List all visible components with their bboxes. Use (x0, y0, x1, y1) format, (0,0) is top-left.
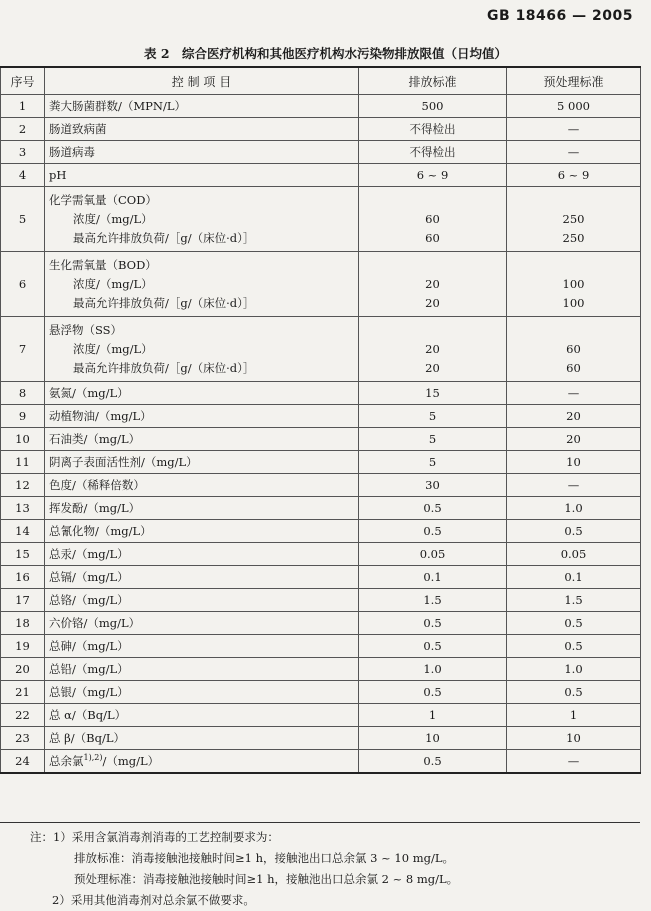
table-row (1, 187, 641, 252)
table-row (1, 750, 641, 774)
row-pretreat: 1.0 (507, 497, 641, 520)
row-discharge: 6 ~ 9 (359, 164, 507, 187)
row-item: 动植物油/（mg/L） (45, 405, 359, 428)
value: 60 (566, 360, 581, 375)
table-row (1, 612, 641, 635)
row-item: 色度/（稀释倍数） (45, 474, 359, 497)
row-item: 总镉/（mg/L） (45, 566, 359, 589)
row-no: 13 (1, 497, 45, 520)
row-no: 21 (1, 681, 45, 704)
row-item (45, 252, 359, 317)
row-no: 7 (1, 317, 45, 382)
row-discharge: 1.0 (359, 658, 507, 681)
row-discharge: 30 (359, 474, 507, 497)
row-item: 总铅/（mg/L） (45, 658, 359, 681)
row-no: 12 (1, 474, 45, 497)
note-line: 预处理标准：消毒接触池接触时间≥1 h，接触池出口总余氯 2 ~ 8 mg/L。 (74, 872, 459, 886)
row-item: 挥发酚/（mg/L） (45, 497, 359, 520)
table-row (1, 681, 641, 704)
value: 250 (562, 211, 585, 226)
row-no: 22 (1, 704, 45, 727)
row-pretreat: 0.05 (507, 543, 641, 566)
row-item: 肠道致病菌 (45, 118, 359, 141)
row-pretreat (507, 317, 641, 382)
row-item: 肠道病毒 (45, 141, 359, 164)
value: 250 (562, 230, 585, 245)
row-no: 5 (1, 187, 45, 252)
row-no: 18 (1, 612, 45, 635)
table-row (1, 543, 641, 566)
row-pretreat: 5 000 (507, 95, 641, 118)
row-item-sub: 浓度/（mg/L） (73, 276, 153, 291)
table-row (1, 141, 641, 164)
row-item: 总砷/（mg/L） (45, 635, 359, 658)
row-no: 2 (1, 118, 45, 141)
row-pretreat: 20 (507, 405, 641, 428)
row-no: 15 (1, 543, 45, 566)
row-no: 4 (1, 164, 45, 187)
row-item-title: 生化需氧量（BOD） (49, 257, 157, 272)
row-pretreat: 6 ~ 9 (507, 164, 641, 187)
row-discharge (359, 252, 507, 317)
row-pretreat (507, 252, 641, 317)
value: 20 (425, 360, 440, 375)
row-item: 粪大肠菌群数/（MPN/L） (45, 95, 359, 118)
row-no: 24 (1, 750, 45, 774)
table-row (1, 252, 641, 317)
row-item (45, 317, 359, 382)
row-no: 8 (1, 382, 45, 405)
row-item-unit: /（mg/L） (102, 754, 160, 768)
row-item: 阴离子表面活性剂/（mg/L） (45, 451, 359, 474)
row-item-sub: 最高允许排放负荷/［g/（床位·d）］ (73, 230, 255, 245)
row-no: 19 (1, 635, 45, 658)
row-pretreat: 0.5 (507, 520, 641, 543)
row-discharge: 0.5 (359, 520, 507, 543)
row-discharge: 5 (359, 405, 507, 428)
row-no: 17 (1, 589, 45, 612)
row-pretreat: 10 (507, 727, 641, 750)
row-item: 总 α/（Bq/L） (45, 704, 359, 727)
table-row (1, 428, 641, 451)
note-line: 注：1）采用含氯消毒剂消毒的工艺控制要求为： (30, 830, 279, 844)
row-discharge: 不得检出 (359, 118, 507, 141)
row-no: 16 (1, 566, 45, 589)
table-row (1, 317, 641, 382)
row-discharge: 5 (359, 451, 507, 474)
row-item-sub: 浓度/（mg/L） (73, 341, 153, 356)
standard-code: GB 18466 — 2005 (487, 8, 633, 24)
row-item: 氨氮/（mg/L） (45, 382, 359, 405)
row-discharge: 1.5 (359, 589, 507, 612)
row-no: 10 (1, 428, 45, 451)
row-no: 6 (1, 252, 45, 317)
row-item: 总 β/（Bq/L） (45, 727, 359, 750)
table-row (1, 520, 641, 543)
table-caption: 表 2 综合医疗机构和其他医疗机构水污染物排放限值（日均值） (143, 46, 508, 61)
value: 60 (425, 230, 440, 245)
row-no: 3 (1, 141, 45, 164)
table-row (1, 405, 641, 428)
table-row (1, 566, 641, 589)
row-discharge (359, 187, 507, 252)
table-row (1, 118, 641, 141)
table-notes (0, 822, 640, 909)
row-pretreat: — (507, 141, 641, 164)
row-item (45, 750, 359, 774)
row-pretreat: 10 (507, 451, 641, 474)
row-discharge: 0.5 (359, 750, 507, 774)
note-line: 2）采用其他消毒剂对总余氯不做要求。 (52, 893, 255, 907)
row-pretreat: 20 (507, 428, 641, 451)
row-item: 六价铬/（mg/L） (45, 612, 359, 635)
row-discharge: 不得检出 (359, 141, 507, 164)
row-item-title: 化学需氧量（COD） (49, 192, 157, 207)
row-item-title: 悬浮物（SS） (49, 322, 123, 337)
value: 100 (562, 295, 585, 310)
value: 100 (562, 276, 585, 291)
table-row (1, 451, 641, 474)
row-no: 11 (1, 451, 45, 474)
row-discharge: 0.05 (359, 543, 507, 566)
row-discharge: 0.5 (359, 497, 507, 520)
row-pretreat: 1 (507, 704, 641, 727)
row-item-sub: 最高允许排放负荷/［g/（床位·d）］ (73, 360, 255, 375)
table-row (1, 704, 641, 727)
row-item-sub: 最高允许排放负荷/［g/（床位·d）］ (73, 295, 255, 310)
row-item: 总银/（mg/L） (45, 681, 359, 704)
table-row (1, 474, 641, 497)
row-item (45, 187, 359, 252)
row-pretreat: — (507, 474, 641, 497)
row-no: 1 (1, 95, 45, 118)
row-discharge: 0.1 (359, 566, 507, 589)
value: 60 (566, 341, 581, 356)
row-discharge: 1 (359, 704, 507, 727)
row-discharge: 0.5 (359, 612, 507, 635)
table-row (1, 635, 641, 658)
row-pretreat: 0.5 (507, 635, 641, 658)
row-pretreat (507, 187, 641, 252)
row-no: 9 (1, 405, 45, 428)
value: 20 (425, 295, 440, 310)
row-no: 23 (1, 727, 45, 750)
col-header-item: 控 制 项 目 (45, 67, 359, 95)
table-row (1, 727, 641, 750)
table-row (1, 382, 641, 405)
table-header-row (1, 67, 641, 95)
value: 60 (425, 211, 440, 226)
row-discharge: 0.5 (359, 635, 507, 658)
row-item-sub: 浓度/（mg/L） (73, 211, 153, 226)
value: 20 (425, 276, 440, 291)
table-row (1, 658, 641, 681)
row-item: 总氰化物/（mg/L） (45, 520, 359, 543)
limits-table (0, 66, 641, 774)
row-item: 总汞/（mg/L） (45, 543, 359, 566)
row-pretreat: 1.5 (507, 589, 641, 612)
row-pretreat: 0.5 (507, 681, 641, 704)
row-no: 20 (1, 658, 45, 681)
row-pretreat: 0.1 (507, 566, 641, 589)
col-header-no: 序号 (1, 67, 45, 95)
row-discharge: 15 (359, 382, 507, 405)
col-header-pretreat: 预处理标准 (507, 67, 641, 95)
row-discharge: 0.5 (359, 681, 507, 704)
row-discharge (359, 317, 507, 382)
row-item: 总铬/（mg/L） (45, 589, 359, 612)
row-discharge: 10 (359, 727, 507, 750)
row-item: pH (45, 164, 359, 187)
row-pretreat: — (507, 118, 641, 141)
table-row (1, 497, 641, 520)
row-pretreat: — (507, 750, 641, 774)
col-header-discharge: 排放标准 (359, 67, 507, 95)
row-item-text: 总余氯 (49, 754, 84, 768)
row-discharge: 5 (359, 428, 507, 451)
row-discharge: 500 (359, 95, 507, 118)
row-no: 14 (1, 520, 45, 543)
row-pretreat: 1.0 (507, 658, 641, 681)
value: 20 (425, 341, 440, 356)
row-item: 石油类/（mg/L） (45, 428, 359, 451)
table-row (1, 589, 641, 612)
row-pretreat: 0.5 (507, 612, 641, 635)
footnote-ref: 1),2) (83, 753, 103, 763)
row-pretreat: — (507, 382, 641, 405)
table-row (1, 164, 641, 187)
table-row (1, 95, 641, 118)
note-line: 排放标准：消毒接触池接触时间≥1 h，接触池出口总余氯 3 ~ 10 mg/L。 (74, 851, 454, 865)
